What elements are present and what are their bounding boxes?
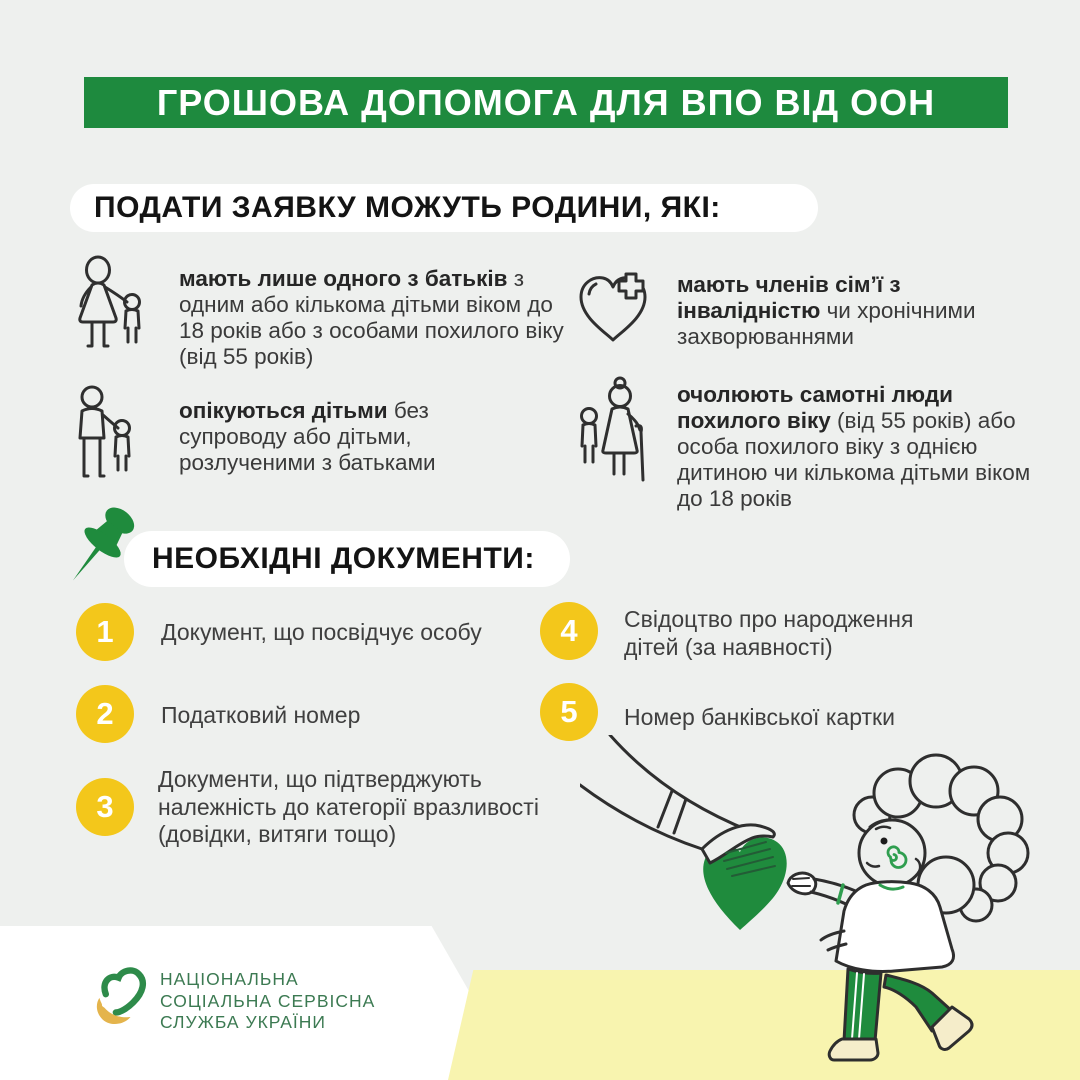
eligibility-item-3-rest: без супроводу або дітьми, розлученими з батьками (179, 398, 436, 475)
organization-name-line2: СОЦІАЛЬНА СЕРВІСНА (160, 990, 376, 1011)
pushpin-icon (54, 498, 150, 602)
eligibility-item-3-bold: опікуються дітьми (179, 398, 388, 423)
eligibility-item-4-text (677, 382, 1039, 512)
organization-name (160, 969, 375, 1034)
hand-giving-heart-illustration (580, 735, 1080, 1080)
guardian-with-child-icon (70, 384, 146, 488)
document-item-5-text: Номер банківської картки (624, 704, 895, 730)
page-title: ГРОШОВА ДОПОМОГА ДЛЯ ВПО ВІД ООН (84, 77, 1008, 128)
heart-with-medical-cross-icon (570, 266, 656, 350)
eligibility-item-4-bold: очолюють самотні люди похилого віку (677, 382, 953, 433)
document-item-1-text: Документ, що посвідчує особу (161, 619, 482, 645)
document-item-3-text: Документи, що підтверджують належність до категорії вразливості (довідки, витяги тощо) (158, 766, 539, 847)
document-number-2: 2 (76, 685, 134, 743)
document-item-4-text: Свідоцтво про народження дітей (за наявності) (624, 606, 914, 660)
document-number-5: 5 (540, 683, 598, 741)
eligibility-item-3-text (179, 398, 523, 476)
elderly-person-with-child-icon (574, 376, 654, 488)
eligibility-heading: ПОДАТИ ЗАЯВКУ МОЖУТЬ РОДИНИ, ЯКІ: (70, 184, 818, 232)
document-number-1: 1 (76, 603, 134, 661)
eligibility-item-2-rest: чи хронічними захворюваннями (677, 298, 976, 349)
eligibility-item-1-bold: мають лише одного з батьків (179, 266, 508, 291)
document-number-3: 3 (76, 778, 134, 836)
heart-in-hand-logo-icon (93, 963, 157, 1029)
single-parent-with-child-icon (66, 254, 154, 360)
document-item-2-text: Податковий номер (161, 702, 361, 728)
eligibility-item-2-bold: мають членів сім’ї з інвалідністю (677, 272, 901, 323)
eligibility-item-1-text (179, 266, 571, 370)
organization-name-line3: СЛУЖБА УКРАЇНИ (160, 1012, 327, 1032)
eligibility-item-4-rest: (від 55 років) або особа похилого віку з однією дитиною чи кількома дітьми віком до 18 років (677, 408, 1031, 511)
organization-name-line1: НАЦІОНАЛЬНА (160, 969, 299, 989)
eligibility-item-2-text (677, 272, 1019, 350)
documents-heading: НЕОБХІДНІ ДОКУМЕНТИ: (124, 531, 570, 587)
eligibility-item-1-rest: з одним або кількома дітьми віком до 18 років або з особами похилого віку (від 55 років) (179, 266, 564, 369)
document-number-4: 4 (540, 602, 598, 660)
